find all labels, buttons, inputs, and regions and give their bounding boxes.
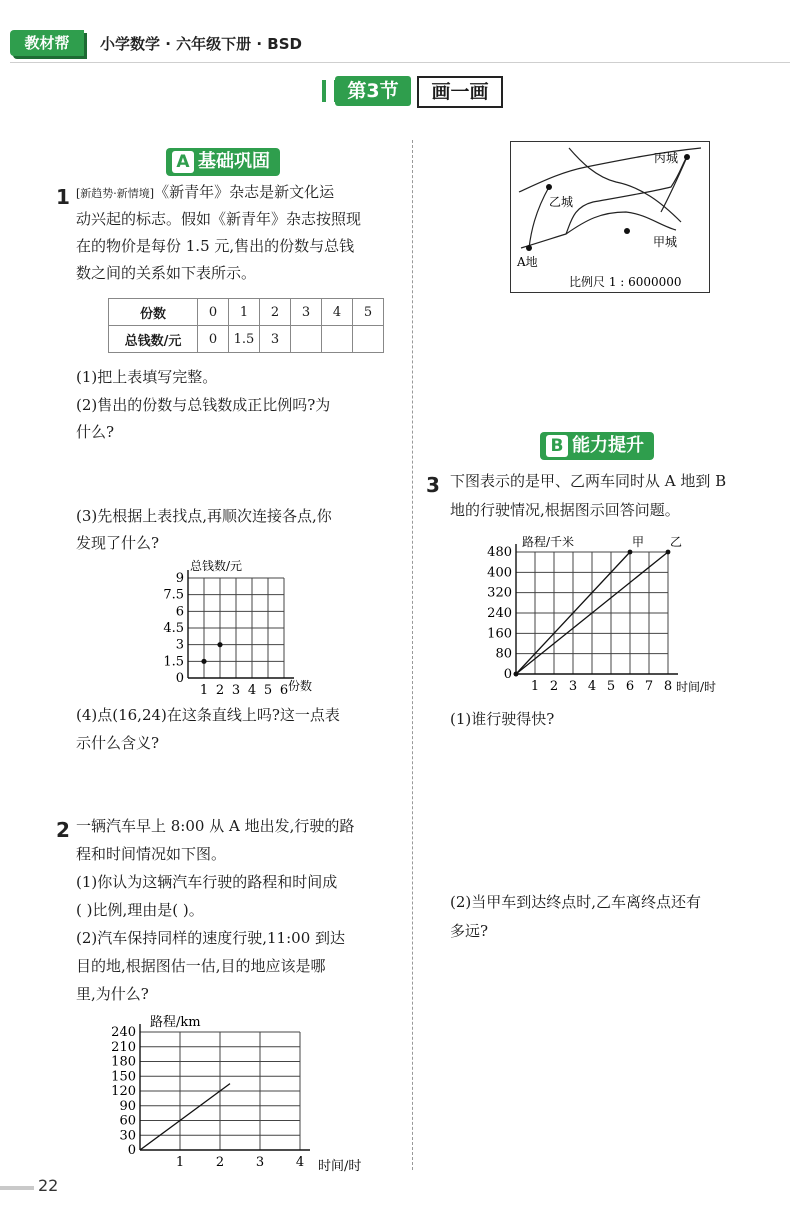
table-head-count: 份数 <box>109 299 198 326</box>
map-label-bing: 丙城 <box>654 151 679 165</box>
table-cell: 2 <box>260 299 291 326</box>
part-a-letter: A <box>172 151 194 173</box>
q1-sub4-line2: 示什么含义? <box>76 734 160 752</box>
page-number: 22 <box>38 1176 59 1195</box>
table-cell-blank[interactable] <box>322 326 353 353</box>
header-rule <box>10 62 790 63</box>
y-tick-label: 90 <box>119 1098 136 1114</box>
q1-sub1: (1)把上表填写完整。 <box>76 368 218 386</box>
x-tick-label: 4 <box>587 679 597 694</box>
y-tick-label: 6 <box>175 604 184 620</box>
map-road <box>566 212 676 234</box>
chart3-ylabel: 路程/千米 <box>522 535 575 549</box>
x-tick-label: 4 <box>295 1155 305 1170</box>
q1-tag: [新趋势·新情境] <box>76 187 155 200</box>
x-tick-label: 3 <box>568 679 578 694</box>
x-tick-label: 6 <box>279 683 289 698</box>
column-divider <box>412 140 413 1170</box>
data-point <box>201 659 206 664</box>
map-road <box>661 157 687 212</box>
q1-line-1 <box>76 179 334 207</box>
part-b-title: 能力提升 <box>572 435 644 456</box>
table-cell: 1.5 <box>229 326 260 353</box>
y-tick-label: 0 <box>503 667 512 682</box>
table-row <box>109 326 384 353</box>
q1-line-4: 数之间的关系如下表所示。 <box>76 264 257 282</box>
y-tick-label: 320 <box>487 585 512 601</box>
map-road <box>529 187 549 248</box>
q2-sub2-line2: 目的地,根据图估一估,目的地应该是哪 <box>76 957 326 975</box>
table-row <box>109 299 384 326</box>
part-b-letter: B <box>546 435 568 457</box>
q2-sub1-line1: (1)你认为这辆汽车行驶的路程和时间成 <box>76 873 338 891</box>
x-tick-label: 4 <box>247 683 257 698</box>
series-end-point <box>628 550 633 555</box>
map-scale: 比例尺 1 : 6000000 <box>569 275 682 289</box>
part-a-title: 基础巩固 <box>198 151 270 172</box>
table-cell: 1 <box>229 299 260 326</box>
q3-sub2-line1: (2)当甲车到达终点时,乙车离终点还有 <box>450 893 702 911</box>
table-cell: 3 <box>260 326 291 353</box>
y-tick-label: 150 <box>111 1069 136 1085</box>
q3-number: 3 <box>426 473 440 497</box>
section-label: 第3节 <box>335 76 411 106</box>
y-tick-label: 3 <box>175 637 184 653</box>
q1-text-1: 《新青年》杂志是新文化运 <box>154 183 335 201</box>
y-tick-label: 180 <box>111 1054 136 1070</box>
map-figure <box>510 141 710 293</box>
y-tick-label: 210 <box>111 1039 136 1055</box>
map-label-jia: 甲城 <box>653 235 678 249</box>
x-tick-label: 5 <box>606 679 616 694</box>
q1-sub2-line1: (2)售出的份数与总钱数成正比例吗?为 <box>76 396 331 414</box>
y-tick-label: 80 <box>495 646 512 662</box>
y-tick-label: 240 <box>487 606 512 621</box>
chart3-xlabel: 时间/时 <box>676 680 717 694</box>
y-tick-label: 0 <box>175 671 184 686</box>
x-tick-label: 1 <box>530 679 540 694</box>
q3-line-2: 地的行驶情况,根据图示回答问题。 <box>450 501 680 519</box>
table-cell-blank[interactable] <box>291 326 322 353</box>
x-tick-label: 2 <box>215 683 225 698</box>
x-tick-label: 7 <box>644 679 654 694</box>
q1-line-2: 动兴起的标志。假如《新青年》杂志按照现 <box>76 210 362 228</box>
y-tick-label: 160 <box>487 626 512 642</box>
y-tick-label: 7.5 <box>163 587 184 603</box>
map-label-yi: 乙城 <box>549 195 574 209</box>
x-tick-label: 8 <box>663 679 673 694</box>
book-title: 小学数学 · 六年级下册 · BSD <box>100 35 302 53</box>
series-label: 乙 <box>670 535 683 549</box>
brand-badge: 教材帮 <box>10 30 84 56</box>
part-a-tag <box>166 148 280 176</box>
q1-sub3-line1: (3)先根据上表找点,再顺次连接各点,你 <box>76 507 332 525</box>
x-tick-label: 2 <box>549 679 559 694</box>
chart1-xlabel: 份数 <box>288 679 313 693</box>
q1-table <box>108 298 384 353</box>
x-tick-label: 3 <box>231 683 241 698</box>
map-point-a <box>526 245 532 251</box>
chart-two-cars <box>470 530 770 700</box>
q2-sub2-line3: 里,为什么? <box>76 985 149 1003</box>
q2-line-2: 程和时间情况如下图。 <box>76 845 227 863</box>
y-tick-label: 480 <box>487 545 512 560</box>
table-cell: 3 <box>291 299 322 326</box>
part-b-tag <box>540 432 654 460</box>
chart-car-distance <box>100 1010 390 1176</box>
table-cell-blank[interactable] <box>353 326 384 353</box>
series-end-point <box>666 550 671 555</box>
y-tick-label: 120 <box>111 1084 136 1099</box>
q3-line-1: 下图表示的是甲、乙两车同时从 A 地到 B <box>450 472 727 490</box>
series-start-point <box>514 672 519 677</box>
table-cell: 0 <box>198 326 229 353</box>
table-cell: 4 <box>322 299 353 326</box>
section-title: 画一画 <box>417 76 503 108</box>
q1-number: 1 <box>56 185 70 209</box>
table-head-money: 总钱数/元 <box>109 326 198 353</box>
q1-line-3: 在的物价是每份 1.5 元,售出的份数与总钱 <box>76 237 355 255</box>
x-tick-label: 1 <box>175 1155 185 1170</box>
map-drawing <box>511 142 709 292</box>
y-tick-label: 400 <box>487 565 512 581</box>
map-point-jia <box>624 228 630 234</box>
x-tick-label: 1 <box>199 683 209 698</box>
series-label: 甲 <box>632 535 645 549</box>
x-tick-label: 6 <box>625 679 635 694</box>
q3-sub1: (1)谁行驶得快? <box>450 710 555 728</box>
y-tick-label: 9 <box>175 571 184 586</box>
q2-number: 2 <box>56 818 70 842</box>
map-point-bing <box>684 154 690 160</box>
series-line <box>140 1084 230 1150</box>
x-tick-label: 3 <box>255 1155 265 1170</box>
table-cell: 5 <box>353 299 384 326</box>
q1-sub4-line1: (4)点(16,24)在这条直线上吗?这一点表 <box>76 706 340 724</box>
table-cell: 0 <box>198 299 229 326</box>
y-tick-label: 0 <box>127 1143 136 1158</box>
q2-sub1-line2: ( )比例,理由是( )。 <box>76 901 204 919</box>
y-tick-label: 60 <box>119 1113 136 1129</box>
map-label-a: A地 <box>517 255 538 269</box>
x-tick-label: 5 <box>263 683 273 698</box>
q1-sub3-line2: 发现了什么? <box>76 534 160 552</box>
q2-sub2-line1: (2)汽车保持同样的速度行驶,11:00 到达 <box>76 929 346 947</box>
chart2-ylabel: 路程/km <box>150 1015 201 1030</box>
map-point-yi <box>546 184 552 190</box>
q2-line-1: 一辆汽车早上 8:00 从 A 地出发,行驶的路 <box>76 817 355 835</box>
y-tick-label: 30 <box>119 1128 136 1144</box>
y-tick-label: 240 <box>111 1025 136 1040</box>
data-point <box>217 642 222 647</box>
q3-sub2-line2: 多远? <box>450 922 489 940</box>
y-tick-label: 4.5 <box>163 621 184 636</box>
chart-money-vs-count <box>140 556 330 700</box>
page-bar <box>0 1186 34 1190</box>
x-tick-label: 2 <box>215 1155 225 1170</box>
chart2-xlabel: 时间/时 <box>318 1159 362 1174</box>
y-tick-label: 1.5 <box>163 654 184 670</box>
chart1-ylabel: 总钱数/元 <box>190 559 243 573</box>
q1-sub2-line2: 什么? <box>76 423 115 441</box>
